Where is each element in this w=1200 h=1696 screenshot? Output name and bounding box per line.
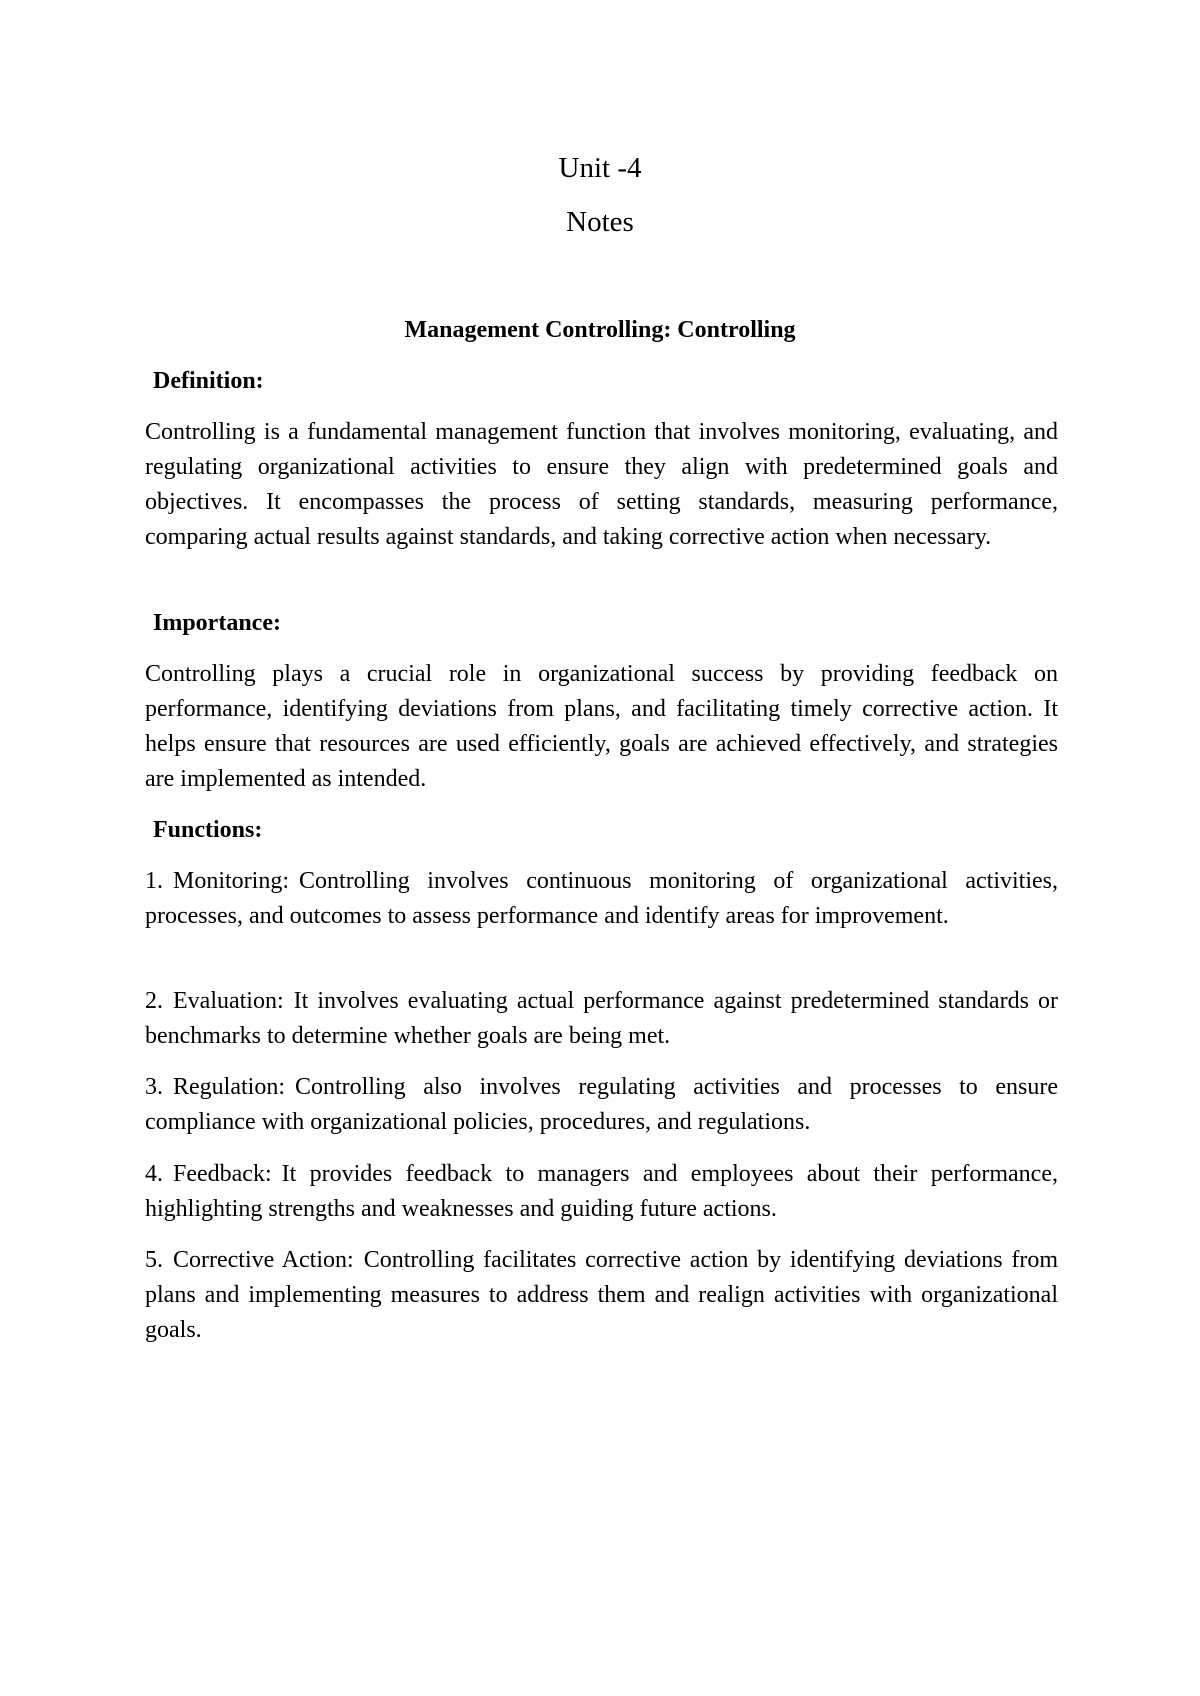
list-item [145, 984, 1058, 1054]
functions-heading: Functions: [153, 817, 263, 843]
item-text: It involves evaluating actual performance against predetermined standards or benchmarks to determine whether goals are being met. [145, 988, 1058, 1049]
item-number: 4. [145, 1161, 163, 1187]
functions-section [145, 813, 1058, 848]
list-item [145, 864, 1058, 934]
item-text: Controlling involves continuous monitoring of organizational activities, processes, and outcomes to assess performance and identify areas for improvement. [145, 868, 1058, 929]
importance-body [145, 657, 1058, 797]
item-text: Controlling facilitates corrective action by identifying deviations from plans and implementing measures to address them and realign activities with organizational goals. [145, 1247, 1058, 1343]
function-item-feedback [145, 1157, 1058, 1227]
item-number: 3. [145, 1074, 163, 1100]
item-number: 1. [145, 868, 163, 894]
definition-text: Controlling is a fundamental management function that involves monitoring, evaluating, and regulating organizational activities to ensure they align with predetermined goals and objectives. It encompasses the process of setting standards, measuring performance, comparing actual results against standards, and taking corrective action when necessary. [145, 419, 1058, 550]
item-term: Corrective Action: [173, 1247, 354, 1273]
item-term: Feedback: [173, 1161, 272, 1187]
item-term: Regulation: [173, 1074, 285, 1100]
list-item [145, 1157, 1058, 1227]
list-item [145, 1070, 1058, 1140]
definition-body [145, 415, 1058, 555]
main-heading: Management Controlling: Controlling [404, 317, 796, 343]
function-item-regulation [145, 1070, 1058, 1140]
unit-title: Unit -4 [558, 152, 642, 184]
list-item [145, 1243, 1058, 1348]
item-number: 5. [145, 1247, 163, 1273]
importance-section [145, 606, 1058, 641]
function-item-evaluation [145, 984, 1058, 1054]
item-term: Evaluation: [173, 988, 284, 1014]
definition-heading: Definition: [153, 368, 264, 394]
item-term: Monitoring: [173, 868, 290, 894]
importance-text: Controlling plays a crucial role in organizational success by providing feedback on performance, identifying deviations from plans, and facilitating timely corrective action. It helps ensure that resources are used efficiently, goals are achieved effectively, and strategies are implemented as intended. [145, 661, 1058, 792]
importance-heading: Importance: [153, 610, 281, 636]
item-text: It provides feedback to managers and employees about their performance, highlighting strengths and weaknesses and guiding future actions. [145, 1161, 1058, 1222]
definition-section [145, 364, 1058, 399]
function-item-monitoring [145, 864, 1058, 934]
function-item-corrective-action [145, 1243, 1058, 1348]
item-text: Controlling also involves regulating activities and processes to ensure compliance with organizational policies, procedures, and regulations. [145, 1074, 1058, 1135]
notes-subtitle: Notes [566, 206, 634, 238]
item-number: 2. [145, 988, 163, 1014]
